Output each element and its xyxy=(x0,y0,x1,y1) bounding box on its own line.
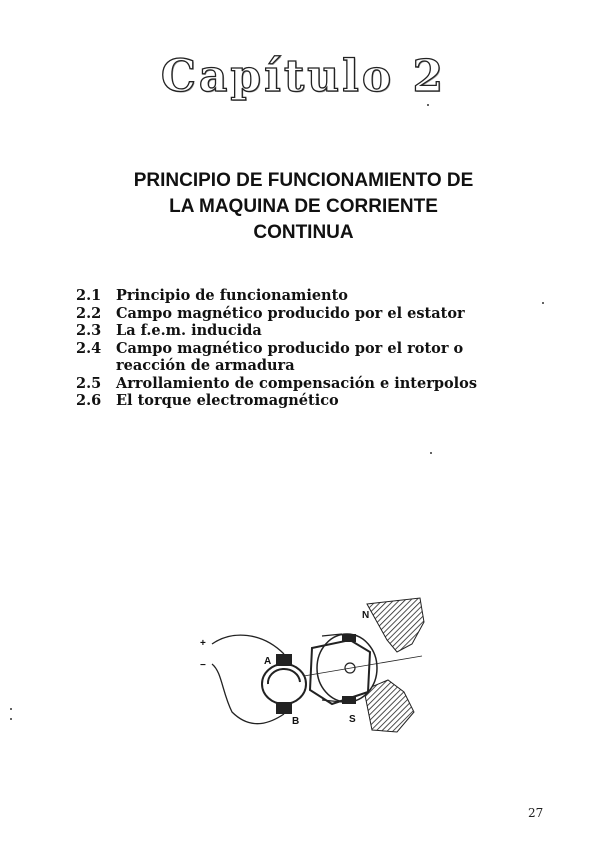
section-heading-line: LA MAQUINA DE CORRIENTE xyxy=(169,196,438,217)
toc-item xyxy=(76,340,546,375)
scan-speck xyxy=(10,708,12,710)
toc-item-number: 2.2 xyxy=(76,304,102,322)
label-brush-b: B xyxy=(292,716,300,727)
table-of-contents xyxy=(76,287,546,410)
toc-item-title: Campo magnético producido por el estator xyxy=(116,304,465,322)
section-heading-line: CONTINUA xyxy=(253,222,354,243)
toc-item xyxy=(76,375,546,393)
scan-speck xyxy=(430,452,432,454)
label-minus: − xyxy=(200,660,206,671)
scan-speck xyxy=(10,718,12,720)
toc-item-title: El torque electromagnético xyxy=(116,392,339,409)
chapter-title: Capítulo 2 xyxy=(160,51,447,102)
scan-speck xyxy=(542,302,544,304)
label-south: S xyxy=(349,714,356,725)
toc-item-title: Principio de funcionamiento xyxy=(116,287,348,304)
toc-item-number: 2.4 xyxy=(76,339,102,357)
toc-item xyxy=(76,305,546,323)
toc-item xyxy=(76,287,546,305)
coil-conductor-top xyxy=(342,634,356,642)
toc-item-number: 2.6 xyxy=(76,392,102,409)
toc-item-number: 2.5 xyxy=(76,374,102,392)
toc-item xyxy=(76,392,546,410)
commutator xyxy=(262,664,306,704)
toc-item-number: 2.1 xyxy=(76,287,102,304)
toc-item-title: Arrollamiento de compensación e interpolos xyxy=(116,374,478,392)
coil-conductor-bottom xyxy=(342,696,356,704)
dc-machine-illustration xyxy=(192,592,442,742)
toc-item-title: Campo magnético producido por el rotor o reacción de armadura xyxy=(116,339,464,374)
scan-speck xyxy=(427,104,429,106)
toc-item-number: 2.3 xyxy=(76,322,102,339)
page-number: 27 xyxy=(528,806,544,820)
section-heading xyxy=(90,168,517,246)
label-brush-a: A xyxy=(264,656,272,667)
brush-a xyxy=(276,654,292,666)
label-north: N xyxy=(362,610,370,621)
toc-item xyxy=(76,322,546,340)
label-plus: + xyxy=(200,638,206,649)
wire-positive xyxy=(212,635,284,654)
brush-b xyxy=(276,702,292,714)
toc-item-title: La f.e.m. inducida xyxy=(116,322,262,339)
section-heading-line: PRINCIPIO DE FUNCIONAMIENTO DE xyxy=(133,170,474,191)
north-pole-piece xyxy=(367,598,424,652)
